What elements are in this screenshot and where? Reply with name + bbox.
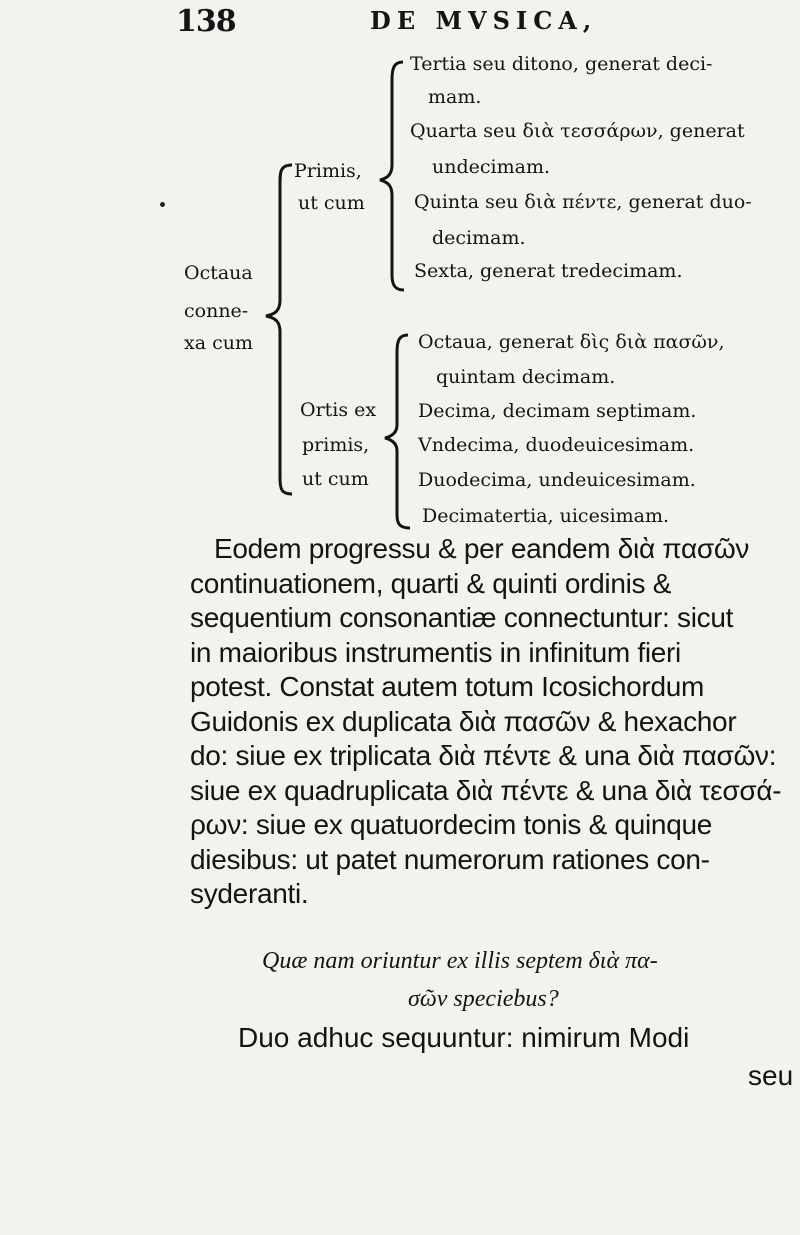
body-line: sequentium consonantiæ connectuntur: sicut (190, 602, 734, 633)
body-line: potest. Constat autem totum Icosichordum (190, 671, 705, 702)
group1-item: Tertia seu ditono, generat deci- (410, 53, 713, 75)
page-number: 138 (176, 4, 236, 39)
body-line: syderanti. (190, 878, 309, 909)
group1-item: undecimam. (432, 156, 550, 178)
group2-label-line: primis, (302, 434, 370, 456)
group2-item: Decima, decimam septimam. (418, 400, 697, 422)
running-title: DE MVSICA, (370, 6, 598, 35)
body-line: diesibus: ut patet numerorum rationes con- (190, 843, 710, 875)
question-line: Quæ nam oriuntur ex illis septem διὰ πα- (262, 948, 658, 974)
ink-speck (160, 202, 165, 207)
group1-item: mam. (428, 86, 482, 108)
body-line: do: siue ex triplicata διὰ πέντε & una διὰ πασῶν: (190, 740, 777, 771)
group1-label-line: Primis, (294, 160, 362, 182)
group1-item: Sexta, generat tredecimam. (414, 260, 683, 282)
group2-brace (385, 335, 410, 528)
body-line: siue ex quadruplicata διὰ πέντε & una διὰ τεσσά- (190, 774, 782, 806)
group2-item: Decimatertia, uicesimam. (422, 505, 670, 527)
body-line: Guidonis ex duplicata διὰ πασῶν & hexachor (190, 705, 737, 737)
group1-item: decimam. (432, 227, 526, 249)
group2-item: Octaua, generat δὶς διὰ πασῶν, (418, 331, 725, 353)
outer-brace (266, 165, 292, 494)
body-line: Eodem progressu & per eandem διὰ πασῶν (214, 533, 750, 564)
body-paragraph (190, 532, 790, 912)
body-line: in maioribus instrumentis in infinitum fieri (190, 636, 681, 668)
group1-brace (380, 62, 404, 290)
body-line: continuationem, quarti & quinti ordinis & (190, 567, 672, 599)
group2-label-line: ut cum (302, 468, 369, 490)
group1-item: Quarta seu διὰ τεσσάρων, generat (410, 120, 745, 142)
group2-item: quintam decimam. (436, 366, 616, 388)
body-line: ρων: siue ex quatuordecim tonis & quinque (190, 809, 713, 840)
group1-label-line: ut cum (298, 192, 365, 214)
group2-item: Duodecima, undeuicesimam. (418, 469, 696, 491)
root-label-line: Octaua (184, 262, 253, 284)
catchword: seu (748, 1060, 794, 1091)
root-label-line: conne- (184, 300, 249, 322)
answer-line: Duo adhuc sequuntur: nimirum Modi (238, 1022, 690, 1053)
group1-item: Quinta seu διὰ πέντε, generat duo- (414, 191, 752, 213)
group2-label-line: Ortis ex (300, 399, 377, 421)
root-label-line: xa cum (184, 332, 253, 354)
group2-item: Vndecima, duodeuicesimam. (418, 434, 695, 456)
question-heading (262, 942, 762, 1018)
question-line: σῶν speciebus? (408, 986, 559, 1012)
